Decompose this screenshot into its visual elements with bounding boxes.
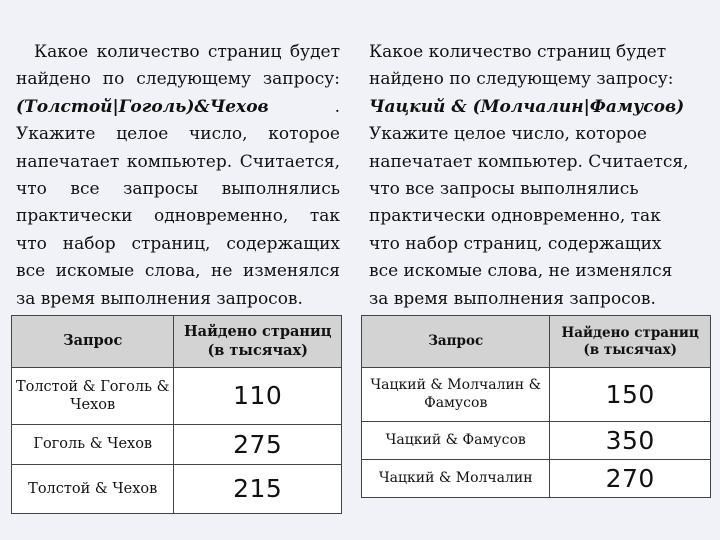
query-cell: Толстой & Гоголь & Чехов: [12, 368, 174, 425]
table-header-row: [362, 316, 711, 368]
column-header-query: Запрос: [12, 316, 174, 368]
table-header-row: [12, 316, 342, 368]
task-right-query: Чацкий & (Молчалин|Фамусов): [369, 96, 685, 117]
table-row: [362, 422, 711, 460]
table-row: [12, 425, 342, 465]
count-cell: 350: [550, 422, 711, 460]
task-right-intro: Какое количество страниц будет найдено по следующему запросу:: [369, 42, 674, 90]
query-cell: Гоголь & Чехов: [12, 425, 174, 465]
task-left-intro: Какое количество страниц будет найдено по следующему запросу:: [16, 42, 340, 90]
count-cell: 110: [174, 368, 342, 425]
task-left: [16, 39, 340, 313]
task-left-query: (Толстой|Гоголь)&Чехов: [16, 96, 269, 117]
count-cell: 275: [174, 425, 342, 465]
column-header-count: Найдено страниц (в тысячах): [550, 316, 711, 368]
query-cell: Толстой & Чехов: [12, 465, 174, 514]
task-right: [369, 39, 691, 313]
table-row: [362, 368, 711, 422]
query-cell: Чацкий & Молчалин & Фамусов: [362, 368, 550, 422]
query-cell: Чацкий & Молчалин: [362, 460, 550, 498]
count-cell: 150: [550, 368, 711, 422]
results-table-left: [11, 315, 342, 514]
column-header-query: Запрос: [362, 316, 550, 368]
table-row: [12, 368, 342, 425]
count-cell: 215: [174, 465, 342, 514]
table-row: [12, 465, 342, 514]
table-row: [362, 460, 711, 498]
query-cell: Чацкий & Фамусов: [362, 422, 550, 460]
task-right-rest: Укажите целое число, которое напечатает компьютер. Считается, что все запросы выполнялись практически одновременно, так что набор страниц, содержащих все искомые слова, не изменялся за время выполнения запросов.: [369, 124, 689, 309]
count-cell: 270: [550, 460, 711, 498]
task-left-rest: . Укажите целое число, которое напечатает компьютер. Считается, что все запросы выполнялись практически одновременно, так что набор страниц, содержащих все искомые слова, не изменялся за время выполнения запросов.: [16, 96, 340, 309]
results-table-right: [361, 315, 711, 498]
column-header-count: Найдено страниц (в тысячах): [174, 316, 342, 368]
